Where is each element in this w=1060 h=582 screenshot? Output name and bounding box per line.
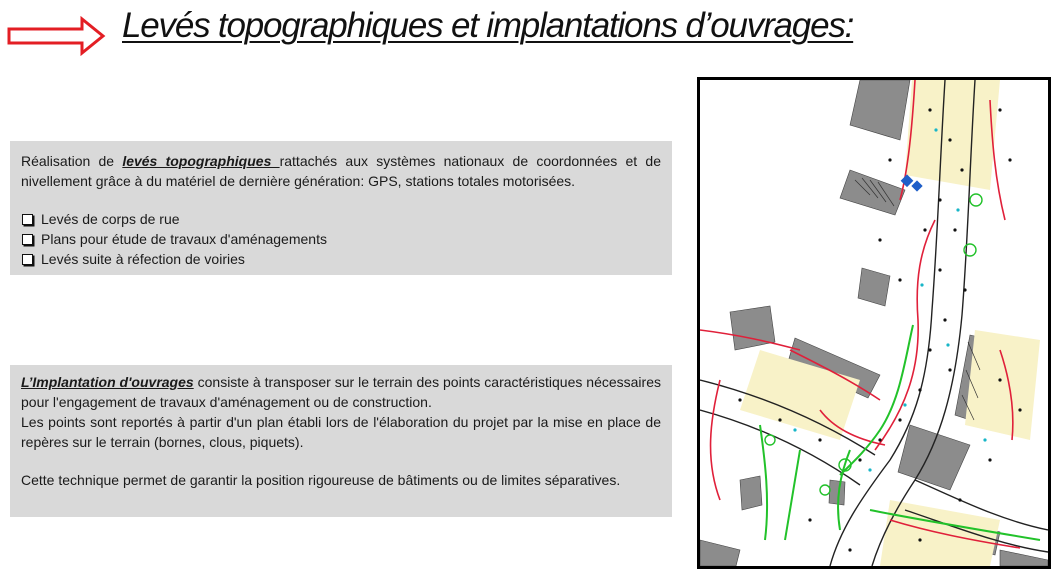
survey-intro <box>21 151 661 191</box>
spacer <box>21 452 661 470</box>
list-item <box>21 249 661 269</box>
implantation-paragraph-3: Cette technique permet de garantir la position rigoureuse de bâtiments ou de limites séparatives. <box>21 472 621 488</box>
topographic-survey-section <box>10 141 672 275</box>
list-item <box>21 209 661 229</box>
page-title: Levés topographiques et implantations d’ouvrages: <box>122 6 854 45</box>
checkbox-icon <box>22 214 33 225</box>
implantation-intro-highlight: L’Implantation d'ouvrages <box>21 374 194 390</box>
survey-intro-highlight: levés topographiques <box>122 153 280 169</box>
survey-list <box>21 209 661 269</box>
implantation-intro-after: consiste à transposer sur le terrain des points caractéristiques nécessaires pour l'engagement de travaux d'aménagement ou de construction. <box>21 374 661 410</box>
list-item-label: Levés suite à réfection de voiries <box>41 251 245 267</box>
survey-map-drawing <box>700 80 1048 566</box>
checkbox-icon <box>22 254 33 265</box>
list-item-label: Plans pour étude de travaux d'aménagements <box>41 231 327 247</box>
implantation-section <box>10 365 672 517</box>
arrow-right-icon <box>6 16 106 56</box>
topographic-survey-map <box>697 77 1051 569</box>
spacer <box>21 191 661 209</box>
survey-intro-after: rattachés aux systèmes nationaux de coordonnées et de nivellement grâce à du matériel de dernière génération: GPS, stations totales motorisées. <box>21 153 661 189</box>
implantation-paragraph-2: Les points sont reportés à partir d'un plan établi lors de l'élaboration du projet par la mise en place de repères sur le terrain (bornes, clous, piquets). <box>21 414 661 450</box>
list-item <box>21 229 661 249</box>
checkbox-icon <box>22 234 33 245</box>
survey-intro-before: Réalisation de <box>21 153 123 169</box>
implantation-intro <box>21 372 661 412</box>
list-item-label: Levés de corps de rue <box>41 211 180 227</box>
